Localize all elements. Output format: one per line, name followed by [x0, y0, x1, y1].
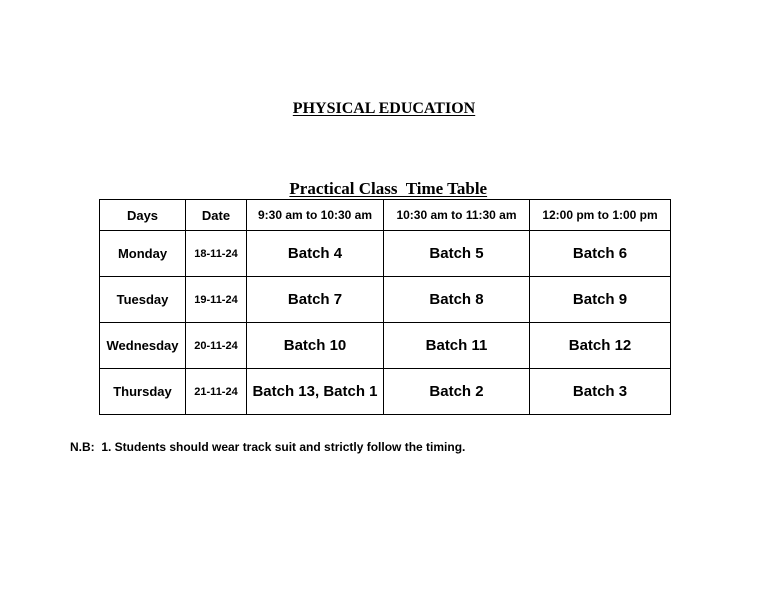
date-cell: 21-11-24 [186, 369, 247, 415]
batch-cell: Batch 9 [530, 277, 671, 323]
table-row [100, 323, 671, 369]
day-cell: Wednesday [100, 323, 186, 369]
date-cell: 18-11-24 [186, 231, 247, 277]
header-date: Date [186, 200, 247, 231]
batch-cell: Batch 3 [530, 369, 671, 415]
document-title [0, 100, 768, 118]
footnote: N.B: 1. Students should wear track suit and strictly follow the timing. [70, 440, 466, 454]
table-row [100, 231, 671, 277]
document-subtitle-text: Practical Class Time Table [289, 179, 488, 198]
document-title-text: PHYSICAL EDUCATION [292, 100, 476, 117]
batch-cell: Batch 4 [247, 231, 384, 277]
date-cell: 20-11-24 [186, 323, 247, 369]
batch-cell: Batch 7 [247, 277, 384, 323]
header-slot-1: 9:30 am to 10:30 am [247, 200, 384, 231]
table-row [100, 277, 671, 323]
batch-cell: Batch 5 [384, 231, 530, 277]
table-header-row [100, 200, 671, 231]
document-subtitle [0, 159, 768, 199]
batch-cell: Batch 8 [384, 277, 530, 323]
header-slot-2: 10:30 am to 11:30 am [384, 200, 530, 231]
batch-cell: Batch 10 [247, 323, 384, 369]
header-slot-3: 12:00 pm to 1:00 pm [530, 200, 671, 231]
table-row [100, 369, 671, 415]
batch-cell: Batch 11 [384, 323, 530, 369]
timetable [99, 199, 671, 415]
day-cell: Tuesday [100, 277, 186, 323]
batch-cell: Batch 12 [530, 323, 671, 369]
day-cell: Thursday [100, 369, 186, 415]
batch-cell: Batch 6 [530, 231, 671, 277]
batch-cell: Batch 2 [384, 369, 530, 415]
batch-cell: Batch 13, Batch 1 [247, 369, 384, 415]
day-cell: Monday [100, 231, 186, 277]
date-cell: 19-11-24 [186, 277, 247, 323]
header-days: Days [100, 200, 186, 231]
